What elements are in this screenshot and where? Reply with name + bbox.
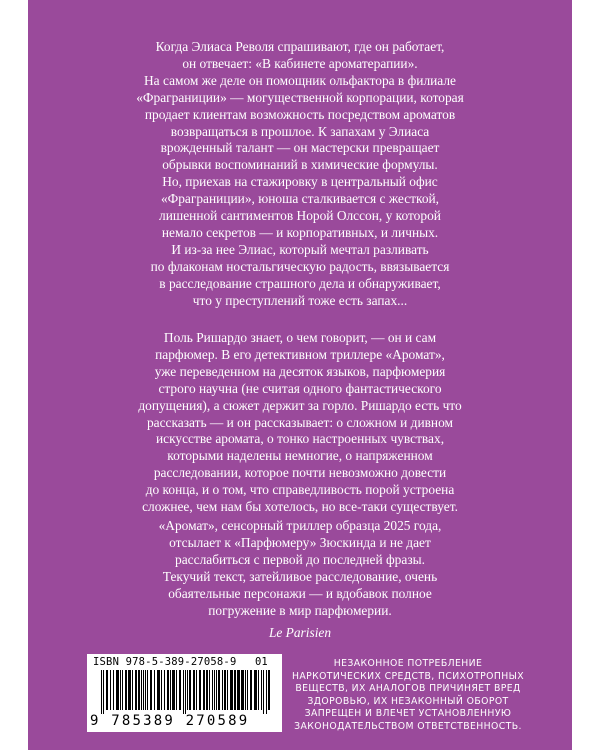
back-cover: [28, 0, 572, 750]
barcode-bars-icon: [93, 670, 276, 714]
blurb-line: немало секретов — и корпоративных, и личных.: [161, 224, 439, 240]
legal-warning: [268, 658, 548, 734]
blurb-line: возвращаться в прошлое. К запахам у Элиаса: [170, 123, 430, 139]
blurb-line: расследовании, которое почти невозможно довести: [153, 465, 447, 481]
isbn-barcode: [87, 654, 282, 732]
blurb-line: «Фраграниции» — могущественной корпорации, которая: [136, 89, 464, 105]
blurb-line: лишенной сантиментов Норой Олссон, у которой: [159, 208, 441, 224]
blurb-line: допущения), а сюжет держит за горло. Ришардо есть что: [138, 397, 462, 413]
blurb-line: он отвечает: «В кабинете ароматерапии».: [182, 55, 418, 71]
warning-line: НЕЗАКОННОЕ ПОТРЕБЛЕНИЕ: [333, 658, 483, 669]
blurb-line: На самом же деле он помощник ольфактора в филиале: [144, 72, 456, 88]
blurb-paragraph-2: [28, 330, 572, 516]
blurb-line: сложнее, чем нам бы хотелось, но все-таки существует.: [142, 499, 458, 515]
blurb-line: строго научна (не считая одного фантастического: [158, 380, 442, 396]
blurb-paragraph-1: [28, 39, 572, 310]
ean-digits: 9 785389 270589: [90, 713, 250, 729]
blurb-line: парфюмер. В его детективном триллере «Аромат»,: [155, 346, 445, 362]
blurb-line: что у преступлений тоже есть запах...: [192, 292, 408, 308]
blurb-line: обрывки воспоминаний в химические формулы.: [162, 157, 438, 173]
warning-line: ВЕЩЕСТВ, ИХ АНАЛОГОВ ПРИЧИНЯЕТ ВРЕД: [295, 683, 521, 695]
warning-line: НАРКОТИЧЕСКИХ СРЕДСТВ, ПСИХОТРОПНЫХ: [291, 670, 525, 682]
blurb-line: до конца, и о том, что справедливость порой устроена: [145, 482, 455, 498]
blurb-line: уже переведенном на десяток языков, парфюмерия: [154, 363, 446, 379]
blurb-line: расслабиться с первой до последней фразы.: [175, 551, 425, 567]
warning-line: ЗДОРОВЬЮ, ИХ НЕЗАКОННЫЙ ОБОРОТ: [307, 695, 509, 707]
blurb-line: продает клиентам возможность посредством ароматов: [144, 106, 456, 122]
blurb-line: врожденный талант — он мастерски превращает: [160, 140, 440, 156]
warning-line: ЗАПРЕЩЕН И ВЛЕЧЕТ УСТАНОВЛЕННУЮ: [304, 708, 512, 720]
warning-line: ЗАКОНОДАТЕЛЬСТВОМ ОТВЕТСТВЕННОСТЬ.: [294, 720, 522, 732]
review-quote: [28, 518, 572, 619]
blurb-line: отсылает к «Парфюмеру» Зюскинда и не дает: [169, 534, 431, 550]
blurb-line: «Аромат», сенсорный триллер образца 2025 года,: [158, 518, 442, 533]
blurb-line: Поль Ришардо знает, о чем говорит, — он и сам: [163, 330, 437, 345]
price-code: 01: [255, 656, 268, 668]
blurb-line: погружение в мир парфюмерии.: [208, 602, 392, 618]
blurb-line: которыми наделены немногие, о напряженном: [167, 448, 433, 464]
review-source: Le Parisien: [268, 625, 332, 640]
isbn-label: ISBN 978-5-389-27058-9: [93, 656, 237, 668]
blurb-line: обаятельные персонажи — и вдобавок полное: [168, 585, 432, 601]
blurb-line: по флаконам ностальгическую радость, ввязывается: [150, 258, 450, 274]
blurb-line: в расследование страшного дела и обнаруживает,: [159, 275, 441, 291]
blurb-line: Когда Элиаса Револя спрашивают, где он работает,: [155, 39, 445, 54]
blurb-line: искусстве аромата, о тонко настроенных чувствах,: [155, 431, 445, 447]
blurb-line: Текучий текст, затейливое расследование, очень: [162, 568, 438, 584]
blurb-line: «Фраграниции», юноша сталкивается с жесткой,: [160, 191, 440, 207]
blurb-line: И из-за нее Элиас, который мечтал разливать: [171, 241, 429, 257]
blurb-line: рассказать — и он рассказывает: о сложном и дивном: [146, 414, 454, 430]
blurb-line: Но, приехав на стажировку в центральный офис: [162, 174, 438, 190]
